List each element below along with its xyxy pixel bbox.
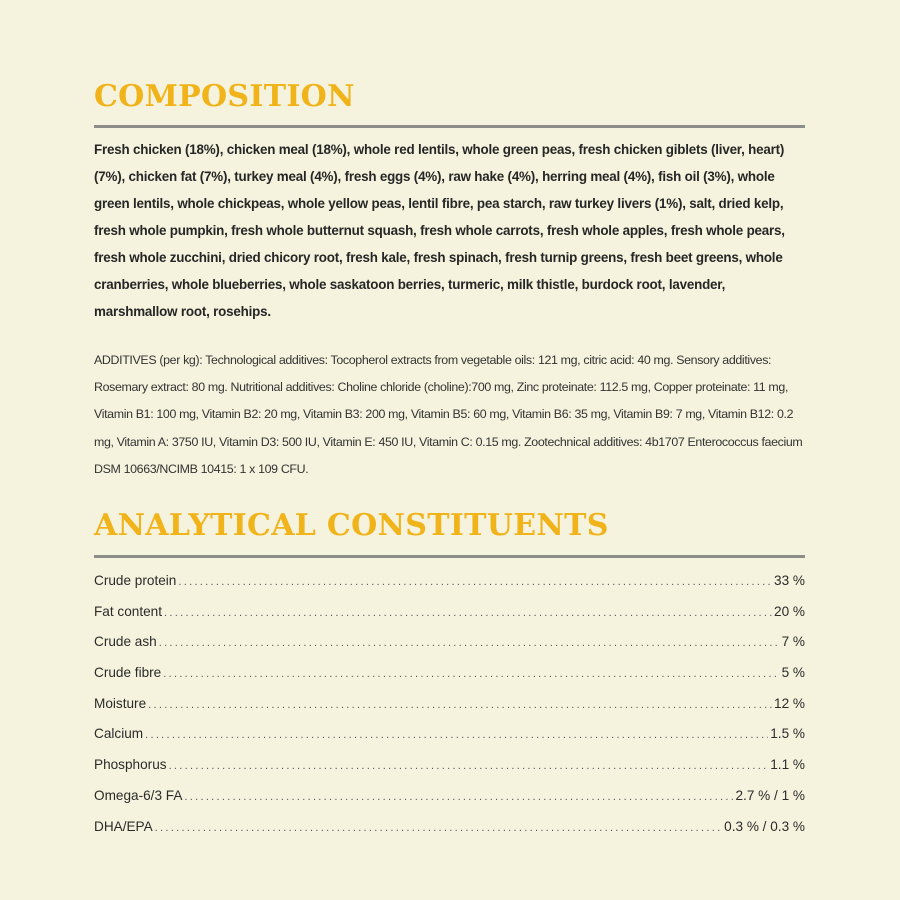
constituent-value: 5 %	[781, 665, 805, 681]
constituent-row	[94, 566, 805, 597]
constituent-label: Crude ash	[94, 634, 157, 650]
constituent-label: Phosphorus	[94, 757, 167, 773]
constituent-label: Fat content	[94, 603, 163, 619]
constituent-value: 12 %	[774, 695, 805, 711]
constituent-value: 7 %	[781, 634, 805, 650]
constituent-row	[94, 627, 805, 658]
constituent-value: 1.5 %	[770, 726, 805, 742]
constituent-row	[94, 812, 805, 843]
analytical-constituents-heading: ANALYTICAL CONSTITUENTS	[94, 508, 609, 543]
constituent-value: 1.1 %	[770, 757, 805, 773]
constituent-value: 0.3 % / 0.3 %	[724, 818, 805, 834]
composition-divider	[94, 125, 805, 128]
dot-leader	[159, 628, 780, 659]
additives-text: ADDITIVES (per kg): Technological additives: Tocopherol extracts from vegetable oils: 121 mg, citric acid: 40 mg. Sensory additives: Rosemary extract: 80 mg. Nutritional additives: Choline chloride (choline):700 mg, Zinc proteinate: 112.5 mg, Copper proteinate: 11 mg, Vitamin B1: 100 mg, Vitamin B2: 20 mg, Vitamin B3: 200 mg, Vitamin B5: 60 mg, Vitamin B6: 35 mg, Vitamin B9: 7 mg, Vitamin B12: 0.2 mg, Vitamin A: 3750 IU, Vitamin D3: 500 IU, Vitamin E: 450 IU, Vitamin C: 0.15 mg. Zootechnical additives: 4b1707 Enterococcus faecium DSM 10663/NCIMB 10415: 1 x 109 CFU.	[94, 353, 803, 476]
constituent-label: Omega-6/3 FA	[94, 787, 183, 803]
constituent-label: Crude protein	[94, 573, 177, 588]
dot-leader	[169, 751, 769, 782]
constituent-label: Crude fibre	[94, 665, 162, 681]
dot-leader	[155, 813, 722, 844]
constituent-row	[94, 719, 805, 750]
constituent-row	[94, 750, 805, 781]
composition-heading: COMPOSITION	[94, 79, 355, 114]
constituent-row	[94, 658, 805, 689]
constituent-label: Moisture	[94, 695, 147, 711]
constituent-row	[94, 781, 805, 812]
constituent-value: 33 %	[774, 573, 805, 588]
analytical-divider	[94, 555, 805, 558]
dot-leader	[145, 720, 768, 751]
constituents-table	[94, 566, 805, 842]
constituent-label: DHA/EPA	[94, 818, 153, 834]
ingredients-text: Fresh chicken (18%), chicken meal (18%), whole red lentils, whole green peas, fresh chicken giblets (liver, heart) (7%), chicken fat (7%), turkey meal (4%), fresh eggs (4%), raw hake (4%), herring meal (4%), fish oil (3%), whole green lentils, whole chickpeas, whole yellow peas, lentil fibre, pea starch, raw turkey livers (1%), salt, dried kelp, fresh whole pumpkin, fresh whole butternut squash, fresh whole carrots, fresh whole apples, fresh whole pears, fresh whole zucchini, dried chicory root, fresh kale, fresh spinach, fresh turnip greens, fresh beet greens, whole cranberries, whole blueberries, whole saskatoon berries, turmeric, milk thistle, burdock root, lavender, marshmallow root, rosehips.	[94, 142, 785, 319]
constituent-value: 20 %	[774, 603, 805, 619]
dot-leader	[148, 690, 772, 721]
dot-leader	[163, 659, 779, 690]
dot-leader	[184, 782, 733, 813]
constituent-label: Calcium	[94, 726, 144, 742]
constituent-row	[94, 597, 805, 628]
dot-leader	[178, 567, 772, 598]
constituent-row	[94, 689, 805, 720]
constituent-value: 2.7 % / 1 %	[735, 787, 805, 803]
dot-leader	[164, 598, 772, 629]
